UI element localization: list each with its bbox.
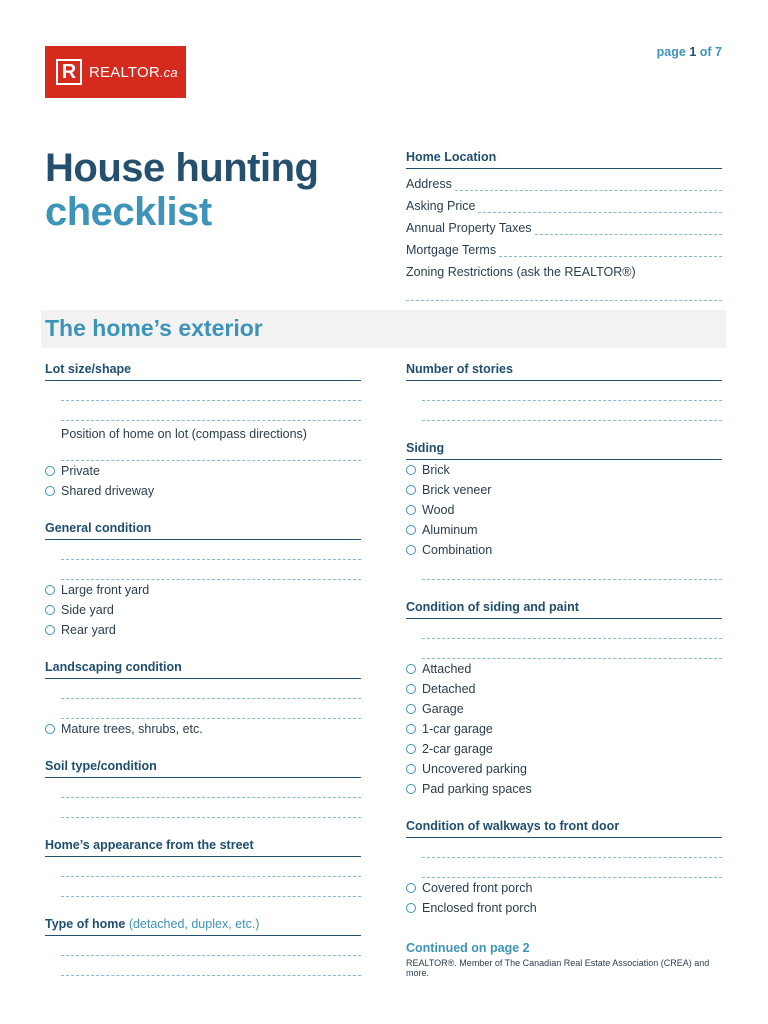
- write-line[interactable]: [61, 560, 361, 580]
- checkbox-covered-porch[interactable]: Covered front porch: [406, 878, 722, 898]
- checkbox-circle-icon: [45, 724, 55, 734]
- write-line[interactable]: [61, 857, 361, 877]
- write-line[interactable]: [61, 381, 361, 401]
- write-line[interactable]: [61, 936, 361, 956]
- left-column: [45, 362, 361, 976]
- checkbox-circle-icon: [45, 625, 55, 635]
- asking-price-field[interactable]: Asking Price: [406, 191, 722, 213]
- general-heading: General condition: [45, 521, 361, 540]
- checkbox-large-front-yard[interactable]: Large front yard: [45, 580, 361, 600]
- continued-link[interactable]: Continued on page 2: [406, 941, 530, 955]
- appearance-heading: Home’s appearance from the street: [45, 838, 361, 857]
- checkbox-circle-icon: [406, 525, 416, 535]
- write-line[interactable]: [61, 798, 361, 818]
- logo-text: REALTOR.ca: [89, 63, 178, 81]
- checkbox-uncovered-parking[interactable]: Uncovered parking: [406, 759, 722, 779]
- checkbox-circle-icon: [406, 883, 416, 893]
- landscaping-heading: Landscaping condition: [45, 660, 361, 679]
- checkbox-circle-icon: [406, 465, 416, 475]
- checkbox-circle-icon: [406, 724, 416, 734]
- zoning-line[interactable]: [406, 279, 722, 301]
- checkbox-circle-icon: [406, 903, 416, 913]
- checkbox-circle-icon: [45, 585, 55, 595]
- checkbox-brick-veneer[interactable]: Brick veneer: [406, 480, 722, 500]
- checkbox-circle-icon: [45, 486, 55, 496]
- mortgage-terms-field[interactable]: Mortgage Terms: [406, 235, 722, 257]
- checkbox-2-car-garage[interactable]: 2-car garage: [406, 739, 722, 759]
- position-label: Position of home on lot (compass directions): [61, 427, 307, 441]
- checkbox-1-car-garage[interactable]: 1-car garage: [406, 719, 722, 739]
- checkbox-brick[interactable]: Brick: [406, 460, 722, 480]
- write-line[interactable]: [422, 560, 722, 580]
- write-line[interactable]: [61, 877, 361, 897]
- checkbox-aluminum[interactable]: Aluminum: [406, 520, 722, 540]
- zoning-label: Zoning Restrictions (ask the REALTOR®): [406, 265, 636, 279]
- checkbox-mature-trees[interactable]: Mature trees, shrubs, etc.: [45, 719, 361, 739]
- write-line[interactable]: [422, 381, 722, 401]
- write-line[interactable]: [61, 699, 361, 719]
- siding-heading: Siding: [406, 441, 722, 460]
- checkbox-circle-icon: [406, 545, 416, 555]
- realtor-r-icon: R: [56, 59, 82, 85]
- checkbox-pad-parking[interactable]: Pad parking spaces: [406, 779, 722, 799]
- realtor-logo: [45, 46, 186, 98]
- checkbox-rear-yard[interactable]: Rear yard: [45, 620, 361, 640]
- soil-heading: Soil type/condition: [45, 759, 361, 778]
- annual-taxes-field[interactable]: Annual Property Taxes: [406, 213, 722, 235]
- checkbox-circle-icon: [45, 466, 55, 476]
- checkbox-attached[interactable]: Attached: [406, 659, 722, 679]
- write-line[interactable]: [61, 441, 361, 461]
- page-indicator: page 1 of 7: [656, 45, 722, 59]
- home-location-heading: Home Location: [406, 150, 722, 169]
- checkbox-circle-icon: [45, 605, 55, 615]
- section-title: The home’s exterior: [45, 315, 263, 341]
- lot-heading: Lot size/shape: [45, 362, 361, 381]
- address-field[interactable]: Address: [406, 169, 722, 191]
- checkbox-circle-icon: [406, 505, 416, 515]
- write-line[interactable]: [422, 619, 722, 639]
- checkbox-circle-icon: [406, 664, 416, 674]
- checkbox-circle-icon: [406, 784, 416, 794]
- page-title-line2: checklist: [45, 190, 212, 234]
- checkbox-circle-icon: [406, 764, 416, 774]
- right-column: [406, 362, 722, 978]
- home-location-form: [406, 150, 722, 301]
- checkbox-shared-driveway[interactable]: Shared driveway: [45, 481, 361, 501]
- checkbox-private[interactable]: Private: [45, 461, 361, 481]
- write-line[interactable]: [422, 401, 722, 421]
- siding-paint-heading: Condition of siding and paint: [406, 600, 722, 619]
- checkbox-wood[interactable]: Wood: [406, 500, 722, 520]
- page-title-line1: House hunting: [45, 146, 319, 190]
- write-line[interactable]: [61, 540, 361, 560]
- checkbox-circle-icon: [406, 704, 416, 714]
- checkbox-garage[interactable]: Garage: [406, 699, 722, 719]
- write-line[interactable]: [61, 679, 361, 699]
- checkbox-enclosed-porch[interactable]: Enclosed front porch: [406, 898, 722, 918]
- type-of-home-heading: Type of home (detached, duplex, etc.): [45, 917, 361, 936]
- section-band: [41, 310, 726, 348]
- write-line[interactable]: [61, 956, 361, 976]
- checkbox-detached[interactable]: Detached: [406, 679, 722, 699]
- checkbox-circle-icon: [406, 485, 416, 495]
- write-line[interactable]: [61, 401, 361, 421]
- checkbox-circle-icon: [406, 744, 416, 754]
- stories-heading: Number of stories: [406, 362, 722, 381]
- write-line[interactable]: [422, 639, 722, 659]
- write-line[interactable]: [61, 778, 361, 798]
- checkbox-combination[interactable]: Combination: [406, 540, 722, 560]
- write-line[interactable]: [422, 858, 722, 878]
- walkways-heading: Condition of walkways to front door: [406, 819, 722, 838]
- write-line[interactable]: [422, 838, 722, 858]
- footer-disclaimer: REALTOR®. Member of The Canadian Real Estate Association (CREA) and more.: [406, 958, 710, 978]
- checkbox-side-yard[interactable]: Side yard: [45, 600, 361, 620]
- checkbox-circle-icon: [406, 684, 416, 694]
